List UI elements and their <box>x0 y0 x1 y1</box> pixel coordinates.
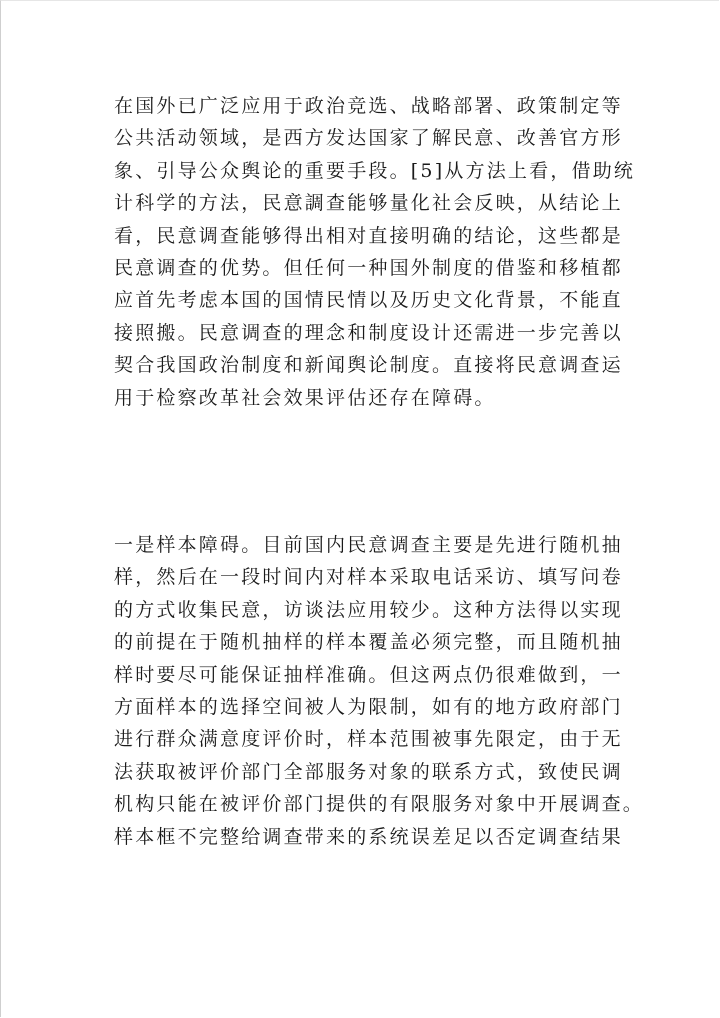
paragraph-line: 象、引导公众舆论的重要手段。[5]从方法上看，借助统 <box>114 159 636 182</box>
paragraph-line: 公共活动领域，是西方发达国家了解民意、改善官方形 <box>114 127 623 150</box>
paragraph-1 <box>114 90 636 414</box>
paragraph-line: 在国外已广泛应用于政治竞选、战略部署、政策制定等 <box>114 95 623 117</box>
paragraph-line: 样时要尽可能保证抽样准确。但这两点仍很难做到，一 <box>114 663 623 686</box>
paragraph-line: 机构只能在被评价部门提供的有限服务对象中开展调查。 <box>114 793 645 816</box>
paragraph-line: 的前提在于随机抽样的样本覆盖必须完整，而且随机抽 <box>114 631 623 654</box>
paragraph-line: 民意调查的优势。但任何一种国外制度的借鉴和移植都 <box>114 256 623 279</box>
paragraph-line: 进行群众满意度评价时，样本范围被事先限定，由于无 <box>114 728 623 751</box>
paragraph-line: 看，民意调查能够得出相对直接明确的结论，这些都是 <box>114 224 623 247</box>
paragraph-line: 方面样本的选择空间被人为限制，如有的地方政府部门 <box>114 695 623 718</box>
paragraph-line: 契合我国政治制度和新闻舆论制度。直接将民意调查运 <box>114 354 623 377</box>
paragraph-line: 的方式收集民意，访谈法应用较少。这种方法得以实现 <box>114 598 623 621</box>
paragraph-line: 应首先考虑本国的国情民情以及历史文化背景，不能直 <box>114 289 623 312</box>
paragraph-2 <box>114 529 645 853</box>
paragraph-line: 用于检察改革社会效果评估还存在障碍。 <box>114 386 496 409</box>
paragraph-line: 一是样本障碍。目前国内民意调查主要是先进行随机抽 <box>114 534 623 556</box>
paragraph-line: 法获取被评价部门全部服务对象的联系方式，致使民调 <box>114 760 623 783</box>
paragraph-line: 计科学的方法，民意調查能够量化社会反映，从结论上 <box>114 192 623 215</box>
paragraph-line: 样本框不完整给调查带来的系统误差足以否定调查结果 <box>114 825 623 848</box>
paragraph-line: 样，然后在一段时间内对样本采取电话采访、填写问卷 <box>114 566 623 589</box>
paragraph-line: 接照搬。民意调查的理念和制度设计还需进一步完善以 <box>114 321 623 344</box>
